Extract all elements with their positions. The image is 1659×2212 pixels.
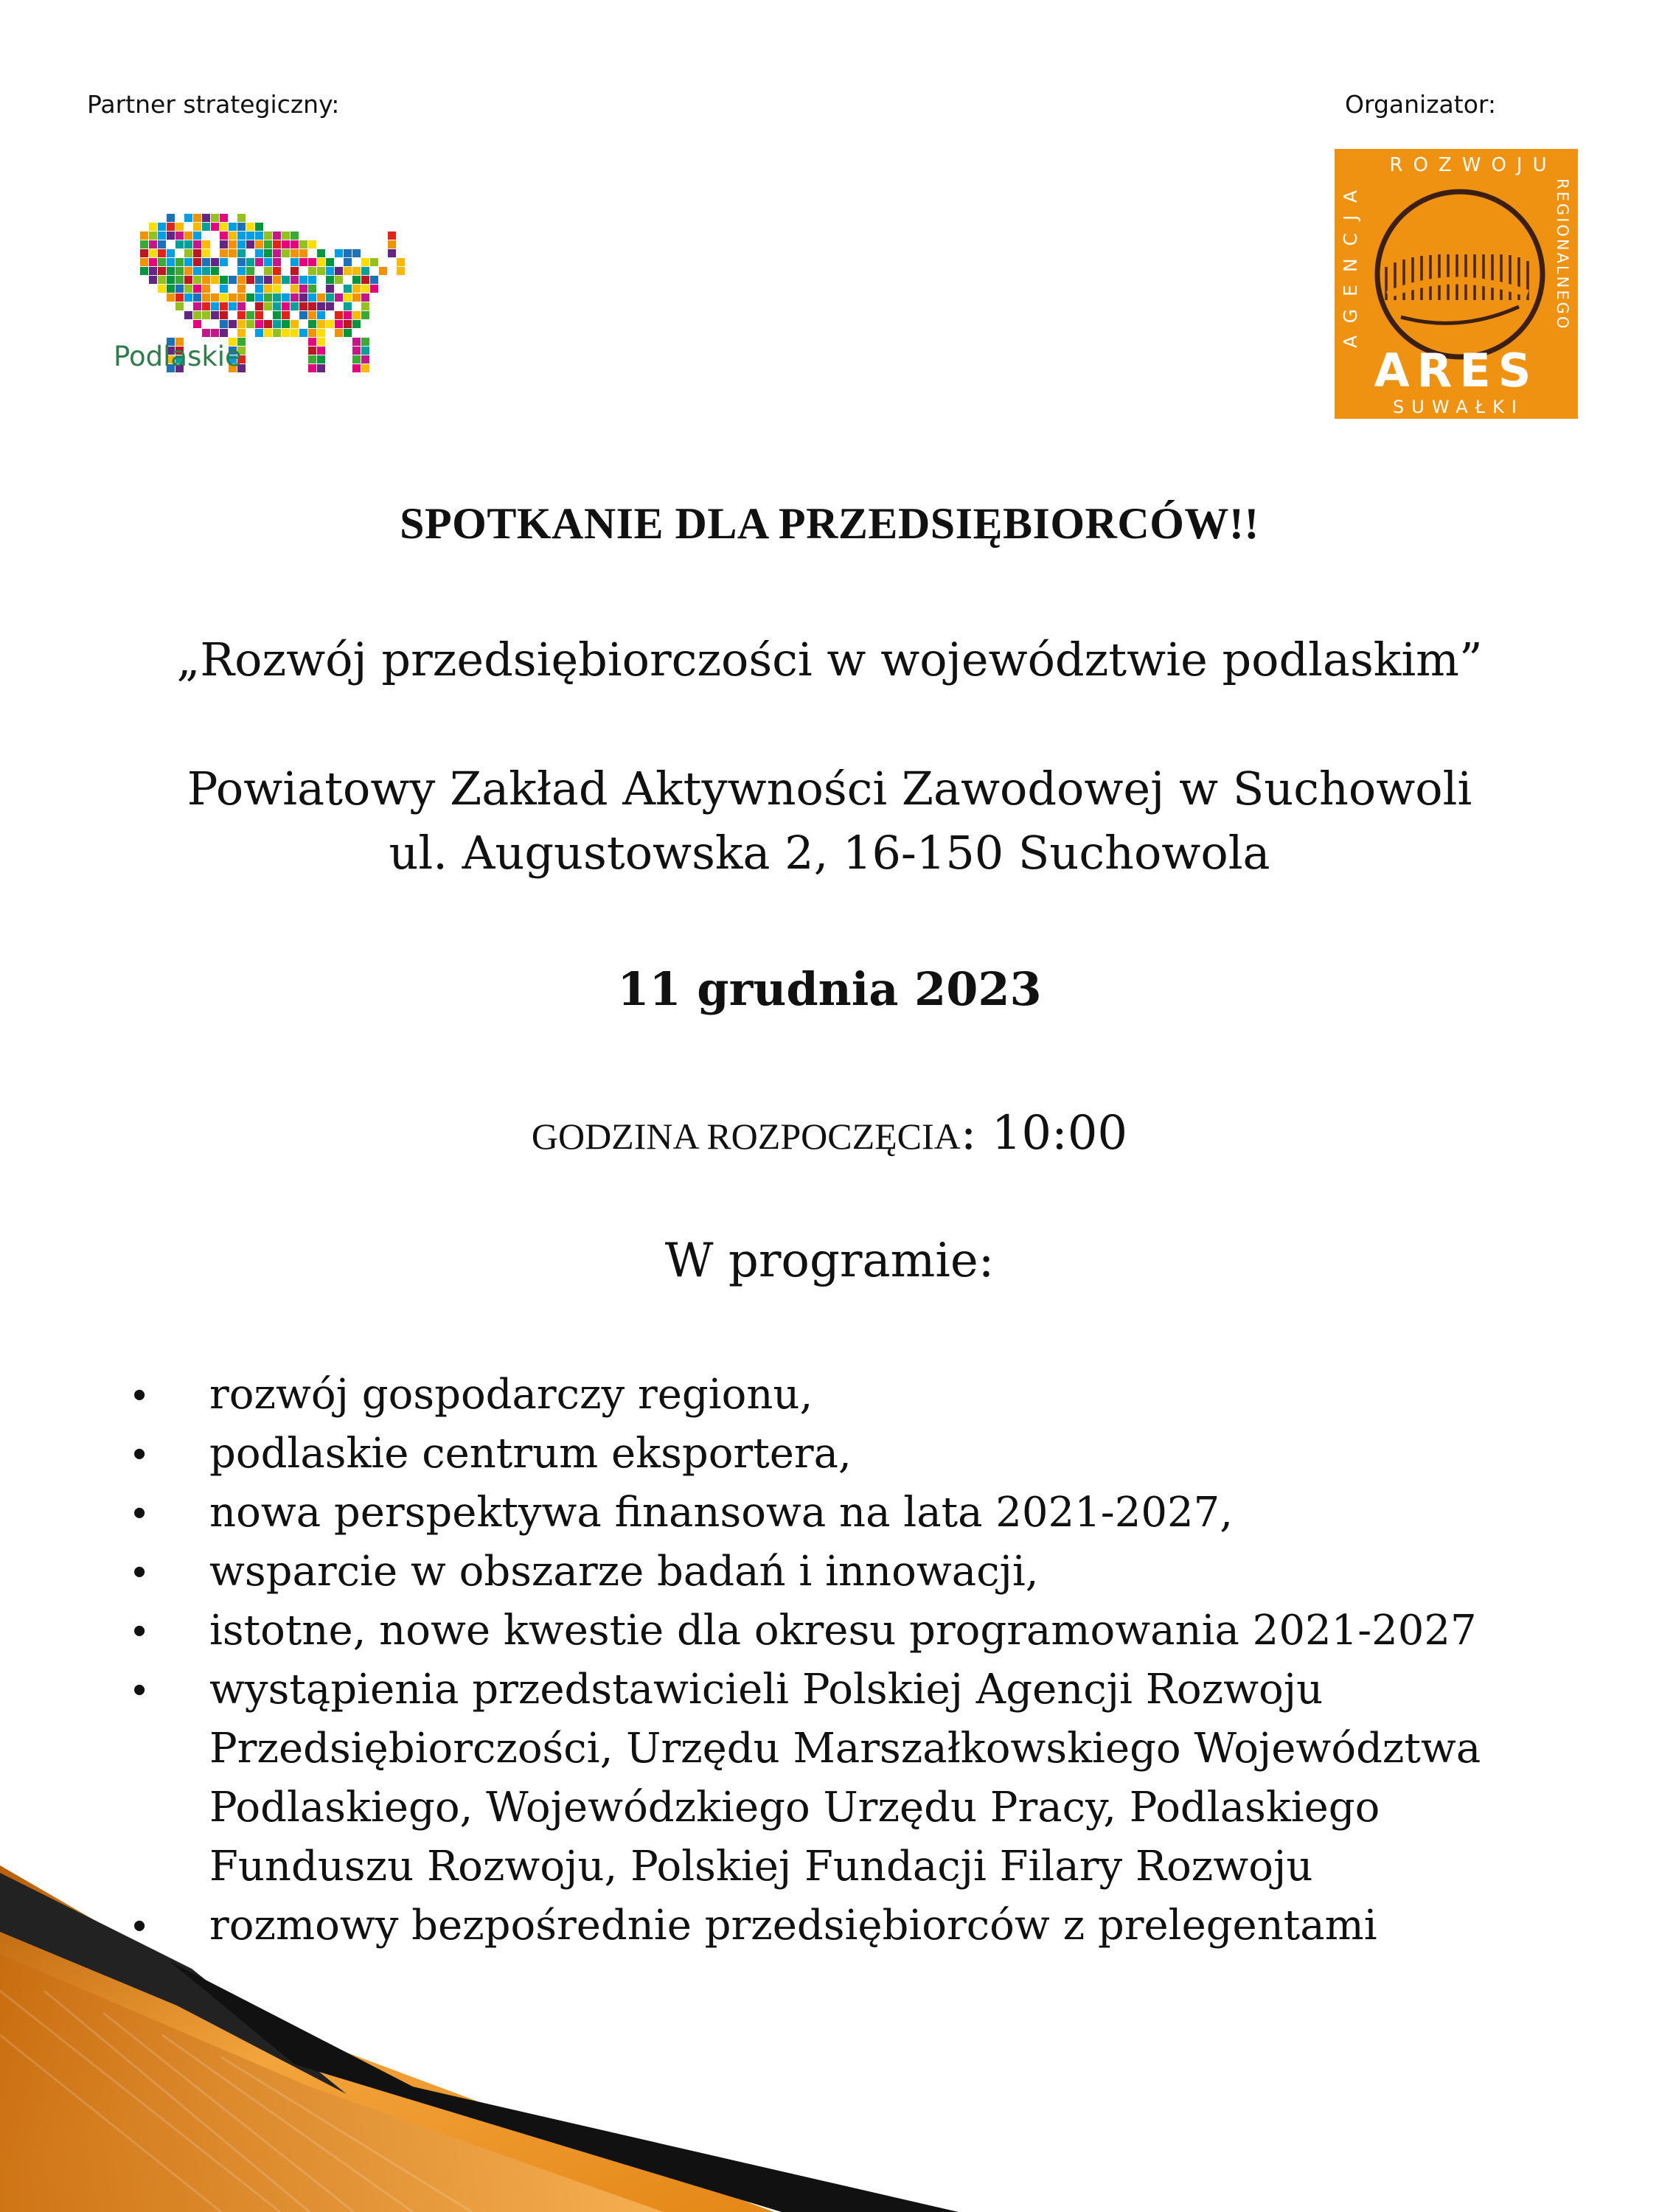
event-venue: Powiatowy Zakład Aktywności Zawodowej w Suchowoli: [187, 762, 1472, 815]
agenda-item: • rozmowy bezpośrednie przedsiębiorców z prelegentami: [133, 1896, 1578, 1955]
agenda-item: • wsparcie w obszarze badań i innowacji,: [133, 1543, 1578, 1601]
ares-emblem-icon: [1335, 149, 1578, 419]
event-address: ul. Augustowska 2, 16-150 Suchowola: [389, 826, 1270, 880]
ares-logo: [1335, 149, 1578, 419]
ares-city-text: SUWAŁKI: [1393, 397, 1524, 417]
ares-right-text: REGIONALNEGO: [1554, 178, 1571, 331]
programme-heading: W programie:: [664, 1234, 995, 1288]
podlaskie-logo: [111, 206, 435, 376]
event-title: SPOTKANIE DLA PRZEDSIĘBIORCÓW!!: [400, 499, 1259, 548]
agenda-item: • wystąpienia przedstawicieli Polskiej Agencji Rozwoju Przedsiębiorczości, Urzędu Marszałkowskiego Województwa Podlaskiego, Wojewódzkiego Urzędu Pracy, Podlaskiego Funduszu Rozwoju, Polskiej Fundacji Filary Rozwoju: [133, 1660, 1578, 1896]
corner-decoration: [0, 1843, 1032, 2212]
agenda-item: • nowa perspektywa finansowa na lata 2021-2027,: [133, 1484, 1578, 1543]
agenda-item: • istotne, nowe kwestie dla okresu programowania 2021-2027: [133, 1601, 1578, 1660]
partner-label: Partner strategiczny:: [87, 90, 340, 119]
organizer-label: Organizator:: [1345, 90, 1496, 119]
start-time-row: [0, 1106, 1659, 1161]
ares-top-text: ROZWOJU: [1389, 154, 1557, 176]
start-time-value: : 10:00: [960, 1106, 1128, 1161]
ares-left-text: AGENCJA: [1340, 177, 1361, 348]
event-subtitle: „Rozwój przedsiębiorczości w województwie podlaskim”: [176, 633, 1483, 686]
event-date: 11 grudnia 2023: [617, 962, 1042, 1016]
podlaskie-logo-text: Podlaskie: [114, 341, 242, 372]
ares-name-text: ARES: [1374, 344, 1539, 397]
agenda-item: • rozwój gospodarczy regionu,: [133, 1366, 1578, 1425]
agenda-item: • podlaskie centrum eksportera,: [133, 1425, 1578, 1484]
start-time-label: GODZINA ROZPOCZĘCIA: [531, 1116, 961, 1157]
